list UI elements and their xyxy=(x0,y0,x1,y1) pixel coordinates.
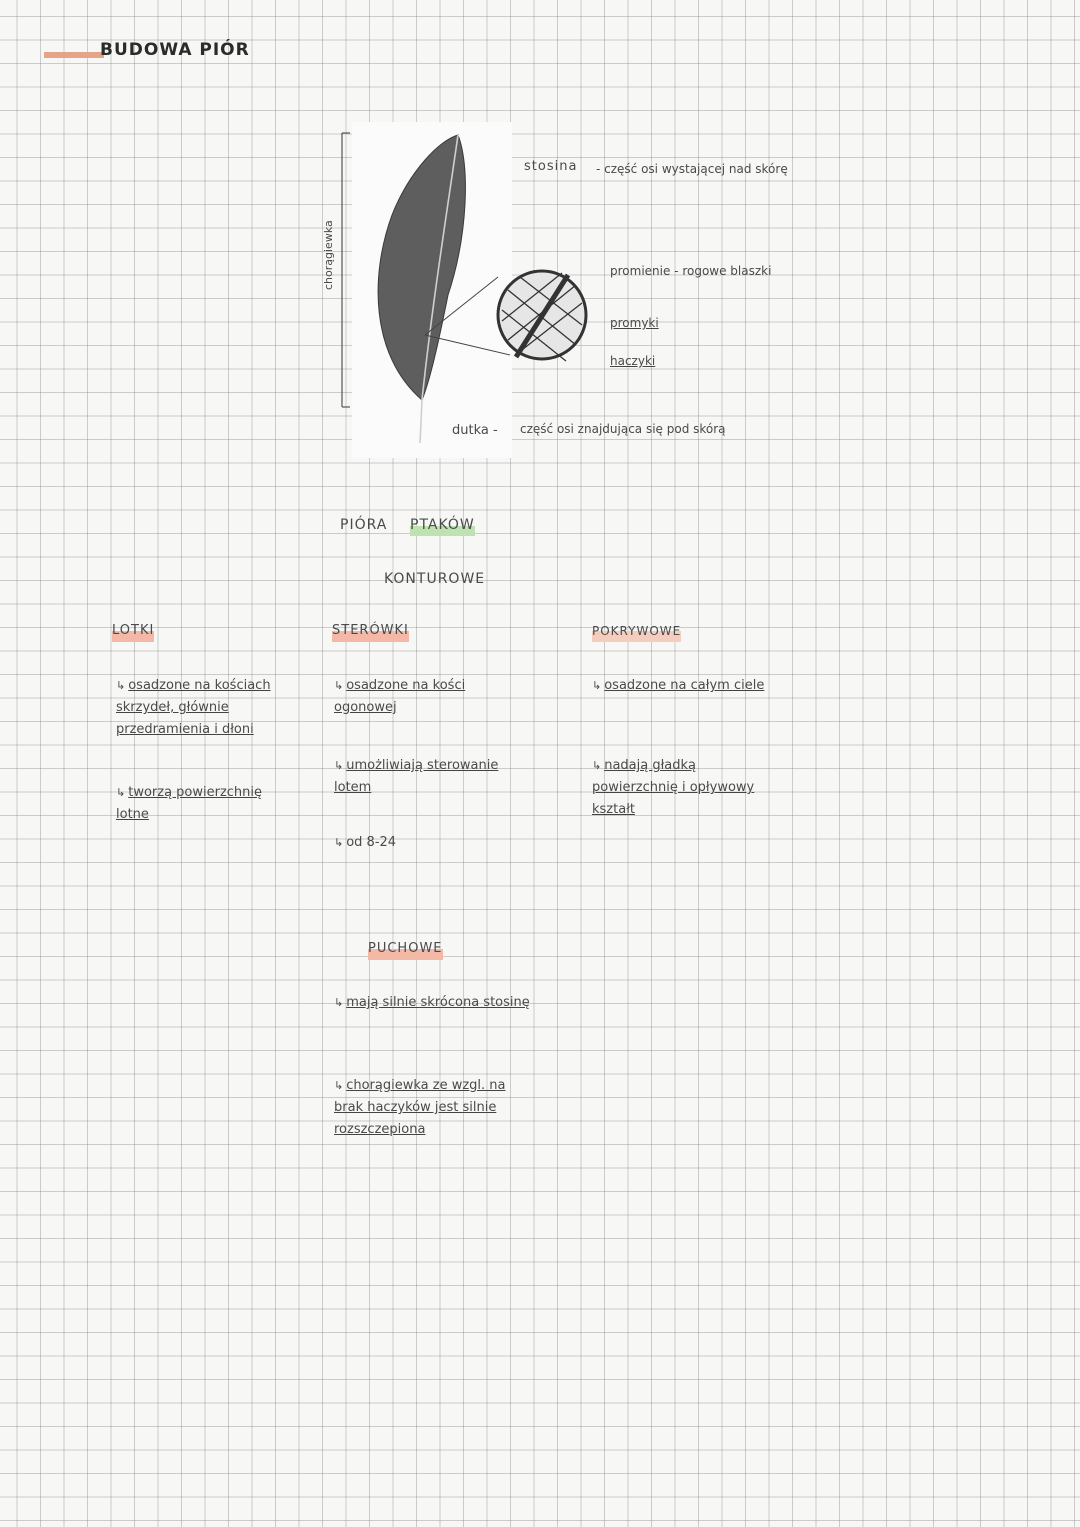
lotki-title: LOTKI xyxy=(112,620,154,642)
page-title: BUDOWA PIÓR xyxy=(100,40,250,60)
sterowki-title: STERÓWKI xyxy=(332,620,409,642)
arrow-icon: ↳ xyxy=(592,679,602,692)
promyki-label: promyki xyxy=(610,316,659,330)
lotki-item-2: ↳ tworzą powierzchnię lotne xyxy=(116,785,263,822)
arrow-icon: ↳ xyxy=(334,759,344,772)
stosina-description: - część osi wystającej nad skórę xyxy=(596,162,788,176)
arrow-icon: ↳ xyxy=(334,1079,344,1092)
puchowe-item-2: ↳ chorągiewka ze wzgl. na brak haczyków jest silnie rozszczepiona xyxy=(334,1078,506,1137)
puchowe-title: PUCHOWE xyxy=(368,938,443,960)
stosina-label: stosina xyxy=(524,159,578,174)
arrow-icon: ↳ xyxy=(592,759,602,772)
sterowki-item-2: ↳ umożliwiają sterowanie lotem xyxy=(334,758,499,795)
promienie-label: promienie - rogowe blaszki xyxy=(610,264,772,278)
arrow-icon: ↳ xyxy=(116,679,126,692)
title-highlight xyxy=(44,52,104,58)
pióra-heading: PIÓRA xyxy=(340,517,388,533)
lotki-item-1: ↳ osadzone na kościach skrzydeł, głównie przedramienia i dłoni xyxy=(116,678,271,737)
arrow-icon: ↳ xyxy=(334,679,344,692)
sterowki-item-1: ↳ osadzone na kości ogonowej xyxy=(334,678,466,715)
pokrywowe-item-2: ↳ nadają gładką powierzchnię i opływowy kształt xyxy=(592,758,755,817)
arrow-icon: ↳ xyxy=(334,996,344,1009)
puchowe-item-1: ↳ mają silnie skrócona stosinę xyxy=(334,995,530,1010)
choragiewka-label: chorągiewka xyxy=(322,220,335,290)
ptakow-heading: PTAKÓW xyxy=(410,514,475,536)
pokrywowe-item-1: ↳ osadzone na całym ciele xyxy=(592,678,765,693)
arrow-icon: ↳ xyxy=(334,836,344,849)
konturowe-heading: KONTUROWE xyxy=(384,571,486,587)
haczyki-label: haczyki xyxy=(610,354,656,368)
arrow-icon: ↳ xyxy=(116,786,126,799)
sterowki-item-3: ↳ od 8-24 xyxy=(334,835,397,850)
dutka-description: część osi znajdująca się pod skórą xyxy=(520,422,726,436)
dutka-label: dutka - xyxy=(452,423,498,438)
pokrywowe-title: POKRYWOWE xyxy=(592,620,681,642)
